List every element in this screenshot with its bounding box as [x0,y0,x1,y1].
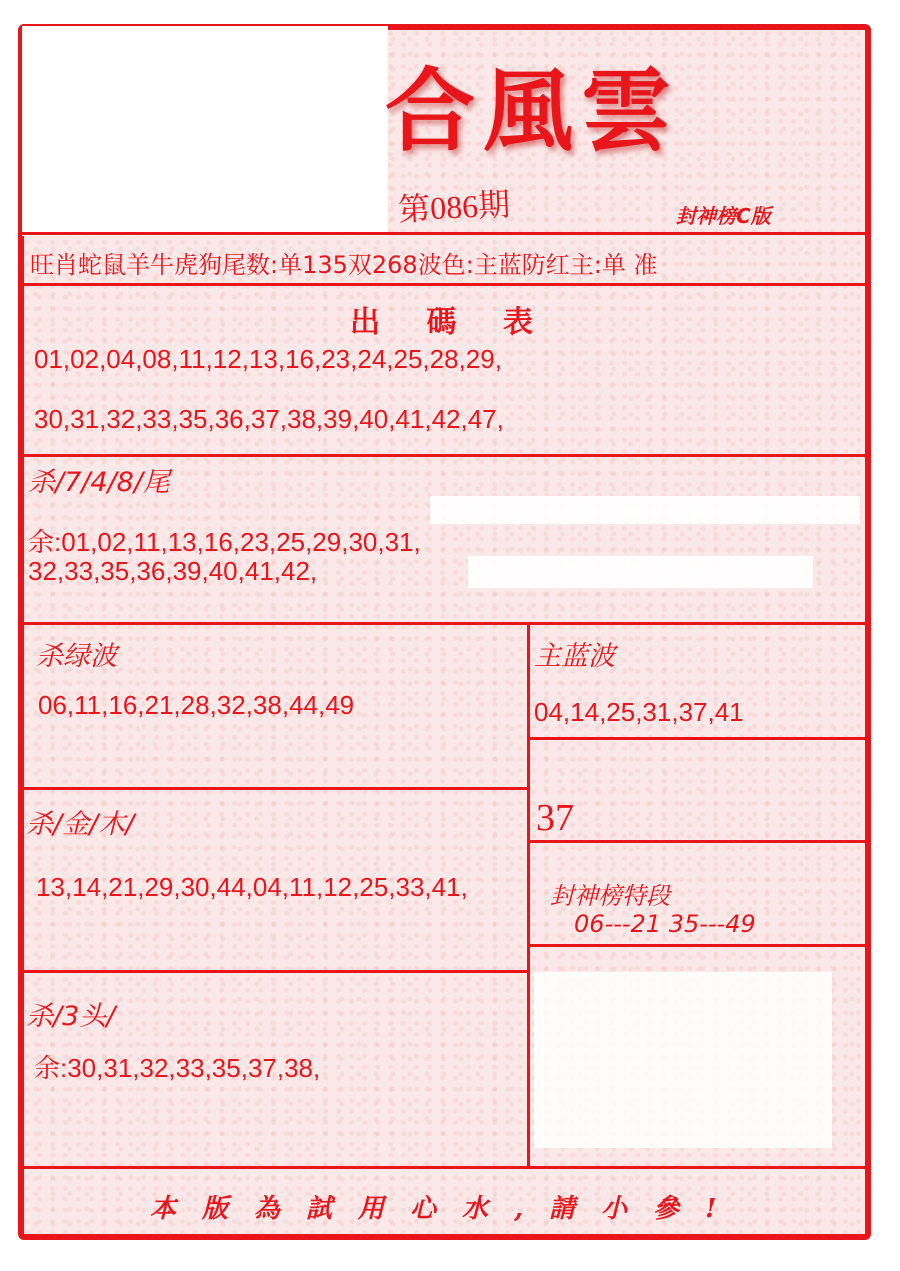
special-title: 封神榜特段 [550,882,670,910]
rule-chart [20,454,869,457]
rule-kill-tail [20,622,869,625]
kill-tail-line-2: 32,33,35,36,39,40,41,42, [28,556,318,586]
kill-head-numbers: 余:30,31,32,33,35,37,38, [34,1053,321,1083]
kill-green-numbers: 06,11,16,21,28,32,38,44,49 [38,690,355,720]
kill-tail-line-1: 余:01,02,11,13,16,23,25,29,30,31, [28,527,421,557]
banner-text: 旺肖蛇鼠羊牛虎狗尾数:单135双268波色:主蓝防红主:单 准 [30,251,658,279]
kill-tail-blank-band-top [430,496,860,524]
rule-right-1 [528,737,869,740]
rule-left-2 [20,970,529,973]
main-blue-title: 主蓝波 [534,641,615,672]
bottom-right-blank [534,972,832,1148]
issue-number: 第086期 [397,186,511,228]
footer-note: 本版為試用心水,請小參! [150,1194,743,1224]
kill-metal-wood-numbers: 13,14,21,29,30,44,04,11,12,25,33,41, [36,872,468,902]
single-number: 37 [536,797,574,839]
kill-head-title: 杀/3头/ [26,1001,116,1032]
main-blue-numbers: 04,14,25,31,37,41 [534,697,744,727]
chart-table-line-1: 01,02,04,08,11,12,13,16,23,24,25,28,29, [34,344,502,374]
kill-tail-title: 杀/7/4/8/尾 [28,467,170,498]
rule-banner [20,283,869,286]
chart-table-title: 出 碼 表 [350,305,551,340]
header-logo-area [22,26,388,236]
edition-label: 封神榜C版 [676,204,771,228]
kill-tail-blank-band-bottom [468,556,813,588]
rule-right-2 [528,840,869,843]
rule-left-1 [20,787,529,790]
rule-header [20,232,869,235]
chart-table-line-2: 30,31,32,33,35,36,37,38,39,40,41,42,47, [34,404,504,434]
special-ranges: 06---21 35---49 [574,910,756,938]
rule-footer [20,1166,869,1169]
rule-column-divider [527,623,530,1168]
kill-metal-wood-title: 杀/金/木/ [26,809,135,840]
rule-right-3 [528,944,869,947]
kill-green-title: 杀绿波 [36,641,117,672]
poster-title: 合風雲 [385,58,679,164]
